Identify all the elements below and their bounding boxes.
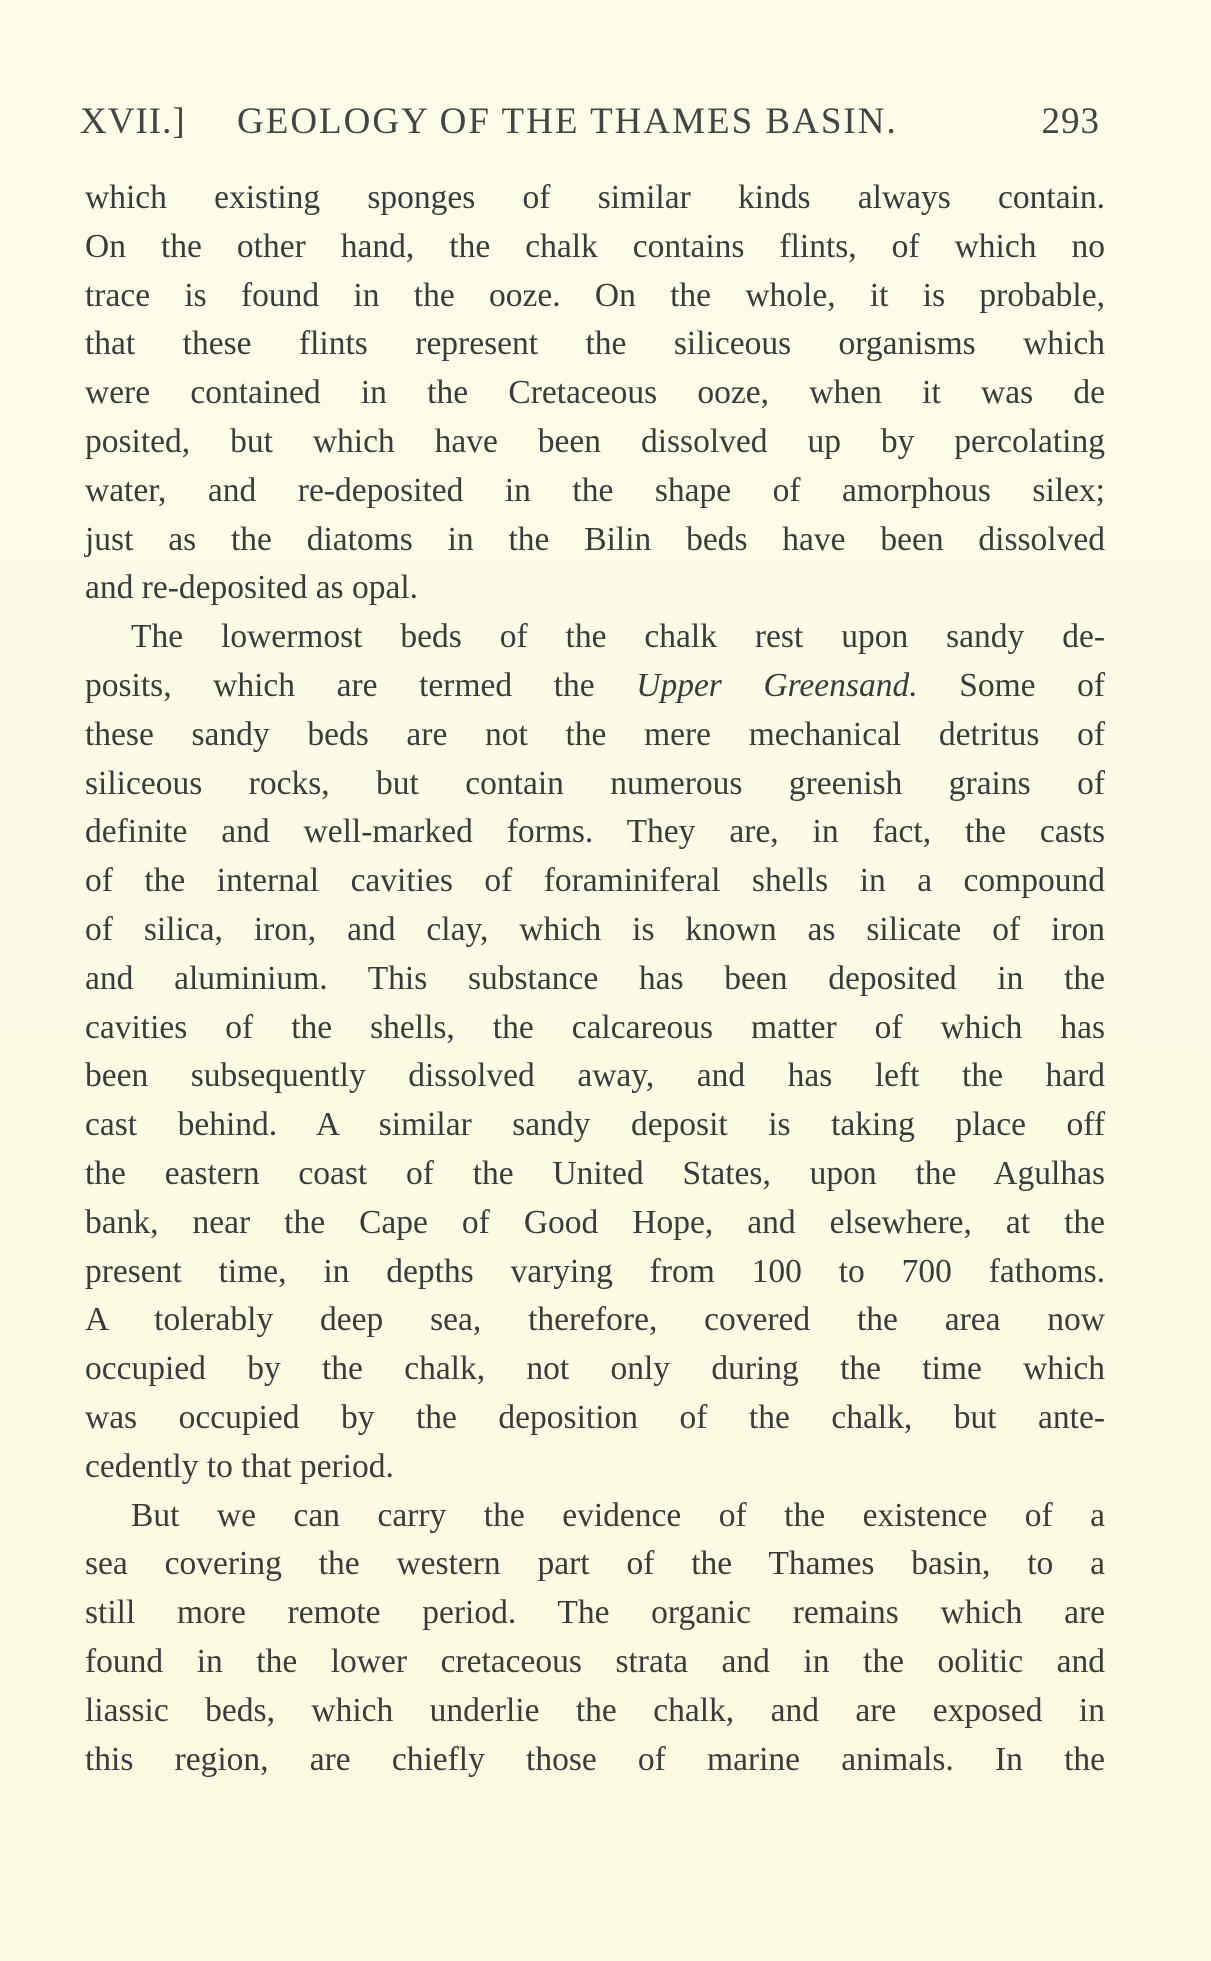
text-line: and aluminium. This substance has been deposited in the — [85, 959, 1105, 997]
running-head — [80, 100, 1100, 150]
text-line: of the internal cavities of foraminiferal shells in a compound — [85, 862, 1105, 900]
text-line: water, and re-deposited in the shape of amorphous silex; — [85, 471, 1105, 509]
text-line: was occupied by the deposition of the chalk, but ante- — [85, 1398, 1105, 1436]
running-title: GEOLOGY OF THE THAMES BASIN. — [237, 101, 898, 142]
text-line: just as the diatoms in the Bilin beds have been dissolved — [85, 520, 1105, 558]
text-line: liassic beds, which underlie the chalk, and are exposed in — [85, 1691, 1105, 1729]
text-line: cedently to that period. — [85, 1447, 394, 1485]
text-line: sea covering the western part of the Thames basin, to a — [85, 1545, 1105, 1583]
text-line: this region, are chiefly those of marine animals. In the — [85, 1740, 1105, 1778]
italic-term: Upper Greensand. — [636, 666, 918, 704]
text-line: been subsequently dissolved away, and has left the hard — [85, 1057, 1105, 1095]
text-line: bank, near the Cape of Good Hope, and elsewhere, at the — [85, 1203, 1105, 1241]
text-line: trace is found in the ooze. On the whole, it is probable, — [85, 276, 1105, 314]
text-line: posited, but which have been dissolved up by percolating — [85, 422, 1105, 460]
text-line: these sandy beds are not the mere mechanical detritus of — [85, 715, 1105, 753]
text-line: the eastern coast of the United States, upon the Agulhas — [85, 1154, 1105, 1192]
text-line: of silica, iron, and clay, which is known as silicate of iron — [85, 910, 1105, 948]
text-line: But we can carry the evidence of the existence of a — [131, 1496, 1105, 1534]
text-line: cast behind. A similar sandy deposit is taking place off — [85, 1106, 1105, 1144]
text-line: occupied by the chalk, not only during the time which — [85, 1350, 1105, 1388]
text-line: and re-deposited as opal. — [85, 569, 419, 607]
line-segment: Some of — [917, 666, 1106, 704]
text-line: that these flints represent the siliceous organisms which — [85, 325, 1105, 363]
text-line: found in the lower cretaceous strata and in the oolitic and — [85, 1642, 1105, 1680]
text-line: The lowermost beds of the chalk rest upon sandy de- — [131, 618, 1105, 656]
text-line: still more remote period. The organic remains which are — [85, 1594, 1105, 1632]
body-text — [85, 174, 1105, 1784]
text-line: cavities of the shells, the calcareous matter of which has — [85, 1008, 1105, 1046]
text-line: On the other hand, the chalk contains flints, of which no — [85, 227, 1105, 265]
text-line: were contained in the Cretaceous ooze, when it was de — [85, 374, 1105, 412]
text-line: present time, in depths varying from 100 to 700 fathoms. — [85, 1252, 1105, 1290]
page-number: 293 — [1041, 101, 1100, 142]
text-line: A tolerably deep sea, therefore, covered the area now — [85, 1301, 1105, 1339]
chapter-number: XVII.] — [80, 101, 186, 142]
line-segment: posits, which are termed the — [85, 666, 637, 704]
text-line: which existing sponges of similar kinds always contain. — [85, 179, 1105, 216]
text-line — [85, 662, 1105, 711]
text-line: siliceous rocks, but contain numerous greenish grains of — [85, 764, 1105, 802]
text-line: definite and well-marked forms. They are, in fact, the casts — [85, 813, 1105, 851]
